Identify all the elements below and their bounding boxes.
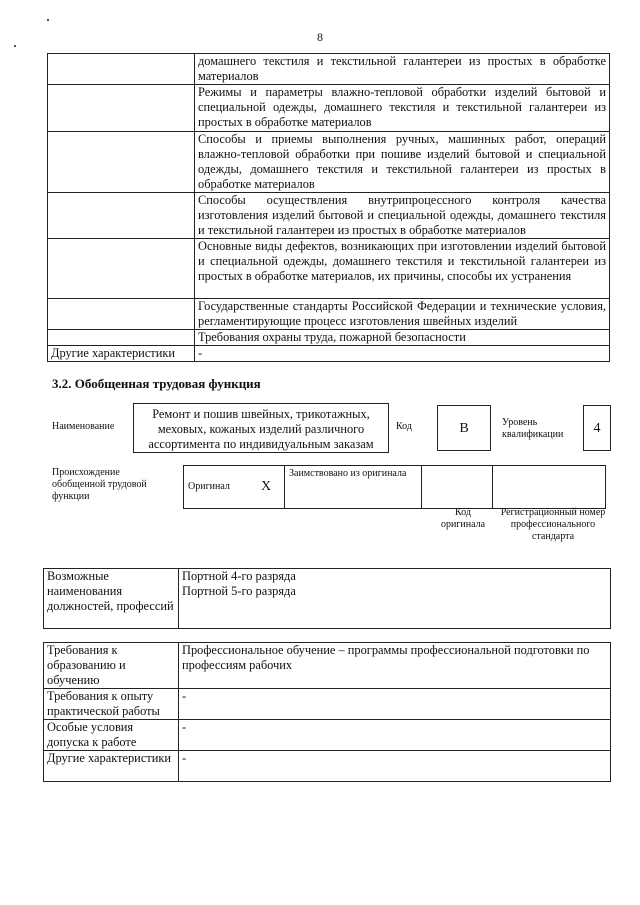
- table-cell-right: Требования охраны труда, пожарной безопасности: [195, 330, 610, 346]
- table-cell-left: [48, 54, 195, 85]
- table-cell-right: Способы и приемы выполнения ручных, машинных работ, операций влажно-тепловой обработки при пошиве изделий бытовой и специальной одежды, домашнего текстиля и текстильной галантереи из простых в обработке материалов: [195, 132, 610, 193]
- table-row: [44, 751, 611, 782]
- table-row: [48, 239, 610, 299]
- code-original-cell: [422, 466, 493, 509]
- section-heading: 3.2. Обобщенная трудовая функция: [52, 376, 261, 391]
- table-row: [48, 132, 610, 193]
- table-row: [44, 643, 611, 689]
- table-cell-right: Способы осуществления внутрипроцессного контроля качества изготовления изделий бытовой и специальной одежды, домашнего текстиля и текстильной галантереи из простых в обработке материалов: [195, 193, 610, 239]
- origin-table: [183, 465, 606, 509]
- table-cell-right: домашнего текстиля и текстильной галантереи из простых в обработке материалов: [195, 54, 610, 85]
- table-row: [44, 720, 611, 751]
- scan-speck: [47, 19, 49, 21]
- table-cell-left: [48, 330, 195, 346]
- table-cell-right: Государственные стандарты Российской Федерации и технические условия, регламентирующие процесс изготовления швейных изделий: [195, 299, 610, 330]
- position-line: Портной 4-го разряда: [182, 569, 296, 583]
- function-name-box: Ремонт и пошив швейных, трикотажных, меховых, кожаных изделий различного ассортимента по индивидуальным заказам: [133, 403, 389, 453]
- code-label: Код: [396, 421, 412, 432]
- table-cell-left: Особые условия допуска к работе: [44, 720, 179, 751]
- table-cell-left: [48, 193, 195, 239]
- knowledge-table: [47, 53, 610, 362]
- table-cell-right: Основные виды дефектов, возникающих при изготовлении изделий бытовой и специальной одежды, домашнего текстиля и текстильной галантереи из простых в обработке материалов, их причины, способы их устранения: [195, 239, 610, 299]
- table-cell-left: [48, 85, 195, 132]
- table-cell-right: Режимы и параметры влажно-тепловой обработки изделий бытовой и специальной одежды, домашнего текстиля и текстильной галантереи из простых в обработке материалов: [195, 85, 610, 132]
- level-value-box: 4: [583, 405, 611, 451]
- table-row: [48, 85, 610, 132]
- table-cell-left: [48, 132, 195, 193]
- table-row: [48, 193, 610, 239]
- table-cell-left: Другие характеристики: [44, 751, 179, 782]
- table-cell-right: -: [195, 346, 610, 362]
- scan-speck: [14, 45, 16, 47]
- name-label: Наименование: [52, 421, 115, 432]
- requirements-table: [43, 642, 611, 782]
- table-cell-right: [179, 569, 611, 629]
- positions-table: [43, 568, 611, 629]
- reg-number-cell: [493, 466, 606, 509]
- table-cell-left: [48, 299, 195, 330]
- table-cell-right: -: [179, 720, 611, 751]
- table-row: [48, 54, 610, 85]
- table-row: [48, 346, 610, 362]
- table-cell-left: Требования к опыту практической работы: [44, 689, 179, 720]
- page-number: 8: [317, 30, 323, 44]
- table-cell-left: Требования к образованию и обучению: [44, 643, 179, 689]
- origin-label: Происхождение обобщенной трудовой функции: [52, 467, 147, 502]
- code-value-box: B: [437, 405, 491, 451]
- table-row: [44, 689, 611, 720]
- table-cell-left: Другие характеристики: [48, 346, 195, 362]
- code-original-caption: Код оригинала: [440, 507, 486, 530]
- reg-number-caption: Регистрационный номер профессионального стандарта: [500, 507, 606, 542]
- borrowed-label-cell: Заимствовано из оригинала: [285, 466, 422, 509]
- table-row: [184, 466, 606, 509]
- table-cell-right: -: [179, 751, 611, 782]
- table-cell-left: [48, 239, 195, 299]
- table-row: [48, 330, 610, 346]
- position-line: Портной 5-го разряда: [182, 584, 296, 598]
- table-row: [48, 299, 610, 330]
- level-label: Уровень квалификации: [502, 417, 564, 440]
- original-label-cell: Оригинал: [184, 466, 249, 509]
- table-cell-left: Возможные наименования должностей, профессий: [44, 569, 179, 629]
- table-row: [44, 569, 611, 629]
- original-mark-cell: X: [248, 466, 285, 509]
- table-cell-right: Профессиональное обучение – программы профессиональной подготовки по профессиям рабочих: [179, 643, 611, 689]
- table-cell-right: -: [179, 689, 611, 720]
